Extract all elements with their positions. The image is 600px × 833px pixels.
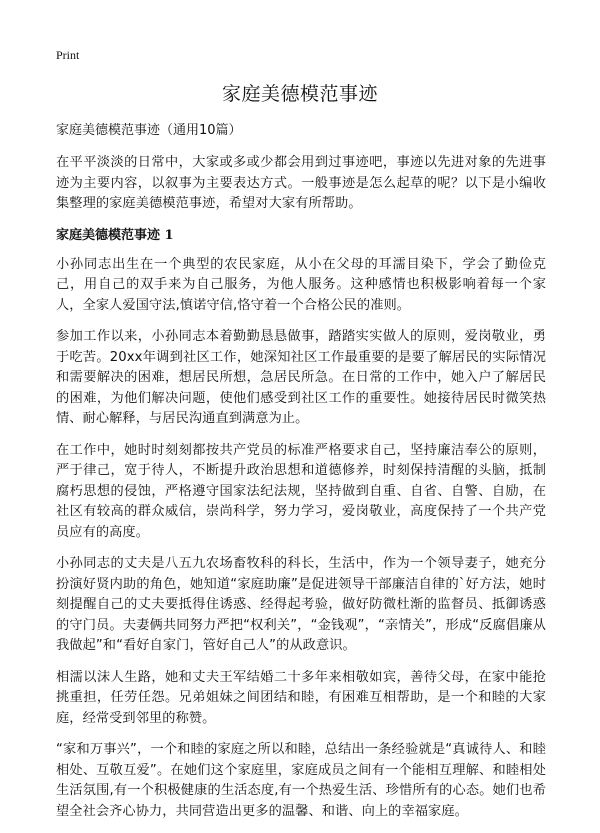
intro-paragraph: 在平平淡淡的日常中，大家或多或少都会用到过事迹吧，事迹以先进对象的先进事迹为主要内容，以叙事为主要表达方式。一般事迹是怎么起草的呢？以下是小编收集整理的家庭美德模范事迹，希望对大家有所帮助。 [56,155,546,211]
body-paragraph: “家和万事兴”，一个和睦的家庭之所以和睦，总结出一条经验就是“真诚待人、和睦相处、互敬互爱”。在她们这个家庭里，家庭成员之间有一个能相互理解、和睦相处生活氛围,有一个积极健康的生活态度,有一个热爱生活、珍惜所有的心态。她们也希望全社会齐心协力，共同营造出更多的温馨、和谐、向上的幸福家庭。 [56,742,546,819]
body-paragraph: 相濡以沫人生路，她和丈夫王军结婚二十多年来相敬如宾，善待父母，在家中能抢挑重担，任劳任怨。兄弟姐妹之间团结和睦，有困难互相帮助，是一个和睦的大家庭，经常受到邻里的称赞。 [56,669,546,726]
section-heading: 家庭美德模范事迹 1 [56,227,174,243]
print-link[interactable]: Print [56,48,80,62]
body-paragraph: 参加工作以来，小孙同志本着勤勤恳恳做事，踏踏实实做人的原则，爱岗敬业，勇于吃苦。20xx年调到社区工作，她深知社区工作最重要的是要了解居民的实际情况和需要解决的困难，想居民所想，急居民所急。在日常的工作中，她入户了解居民的困难，为他们解决问题，使他们感受到社区工作的重要性。她接待居民时微笑热情、耐心解释，与居民沟通直到满意为止。 [56,329,546,426]
body-paragraph: 小孙同志出生在一个典型的农民家庭，从小在父母的耳濡目染下，学会了勤俭克己，用自己的双手来为自己服务，为他人服务。这种感情也积极影响着每一个家人，全家人爱国守法,慎诺守信,恪守着一个合格公民的准则。 [56,256,546,313]
document-subtitle: 家庭美德模范事迹（通用10篇） [56,123,242,138]
body-paragraph: 小孙同志的丈夫是八五九农场畜牧科的科长，生活中，作为一个领导妻子，她充分扮演好贤内助的角色，她知道“家庭助廉”是促进领导干部廉洁自律的`好方法，她时刻提醒自己的丈夫要抵得住诱惑、经得起考验，做好防微杜渐的监督员、抵御诱惑的守门员。夫妻俩共同努力严把“权利关”，“金钱观”，“亲情关”，形成“反腐倡廉从我做起”和“看好自家门，管好自己人”的从政意识。 [56,556,546,653]
document-body [56,121,546,833]
body-paragraph: 在工作中，她时时刻刻都按共产党员的标准严格要求自己，坚持廉洁奉公的原则，严于律己，宽于待人，不断提升政治思想和道德修养，时刻保持清醒的头脑，抵制腐朽思想的侵蚀，严格遵守国家法纪法规，坚持做到自重、自省、自警、自励，在社区有较高的群众威信，崇尚科学，努力学习，爱岗敬业，高度保持了一个共产党员应有的高度。 [56,442,546,540]
page-title: 家庭美德模范事迹 [221,83,378,105]
